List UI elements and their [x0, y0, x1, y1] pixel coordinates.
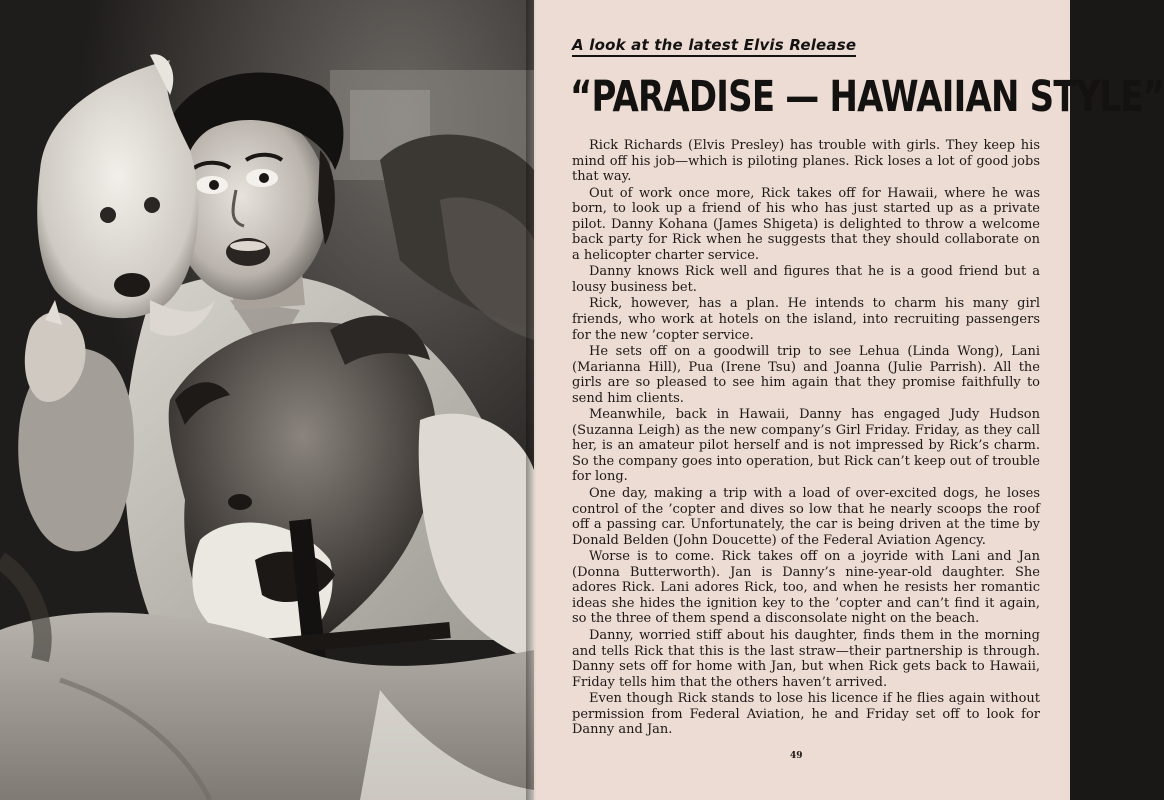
page-number: 49 — [790, 751, 803, 761]
article-paragraph: Even though Rick stands to lose his licence if he flies again without permission from Federal Aviation, he and Friday set off to look for Danny and Jan. — [572, 691, 1040, 738]
article-paragraph: Meanwhile, back in Hawaii, Danny has engaged Judy Hudson (Suzanna Leigh) as the new company’s Girl Friday. Friday, as they call her, is an amateur pilot herself and is not impressed by Rick’s charm. So the company goes into operation, but Rick can’t keep out of trouble for long. — [572, 407, 1040, 485]
photograph-elvis-with-dogs — [0, 0, 534, 800]
article-kicker: A look at the latest Elvis Release — [572, 36, 856, 57]
article-paragraph: He sets off on a goodwill trip to see Lehua (Linda Wong), Lani (Marianna Hill), Pua (Irene Tsu) and Joanna (Julie Parrish). All the girls are so pleased to see him again that they promise faithfully to send him clients. — [572, 344, 1040, 406]
article-paragraph: Danny, worried stiff about his daughter, finds them in the morning and tells Rick that this is the last straw—their partnership is through. Danny sets off for home with Jan, but when Rick gets back to Hawaii, Friday tells him that the others haven’t arrived. — [572, 627, 1040, 690]
article-paragraph: Rick Richards (Elvis Presley) has trouble with girls. They keep his mind off his job—which is piloting planes. Rick loses a lot of good jobs that way. — [572, 138, 1040, 185]
article-page — [536, 0, 1164, 800]
article-paragraph: Rick, however, has a plan. He intends to charm his many girl friends, who work at hotels on the island, into recruiting passengers for the new ’copter service. — [572, 296, 1040, 343]
article-paragraph: One day, making a trip with a load of over-excited dogs, he loses control of the ’copter and dives so low that he nearly scoops the roof off a passing car. Unfortunately, the car is being driven at the time by Donald Belden (John Doucette) of the Federal Aviation Agency. — [572, 486, 1040, 548]
article-paragraph: Danny knows Rick well and figures that he is a good friend but a lousy business bet. — [572, 264, 1040, 295]
article-headline: “PARADISE — HAWAIIAN STYLE” — [570, 72, 1164, 122]
article-paragraph: Worse is to come. Rick takes off on a joyride with Lani and Jan (Donna Butterworth). Jan is Danny’s nine-year-old daughter. She adores Rick. Lani adores Rick, too, and when he resists her romantic ideas she hides the ignition key to the ’copter and can’t find it again, so the three of them spend a disconsolate night on the beach. — [572, 549, 1040, 627]
article-body — [572, 138, 1040, 739]
article-paragraph: Out of work once more, Rick takes off for Hawaii, where he was born, to look up a friend of his who has just started up as a private pilot. Danny Kohana (James Shigeta) is delighted to throw a welcome back party for Rick when he suggests that they should collaborate on a helicopter charter service. — [572, 185, 1040, 263]
